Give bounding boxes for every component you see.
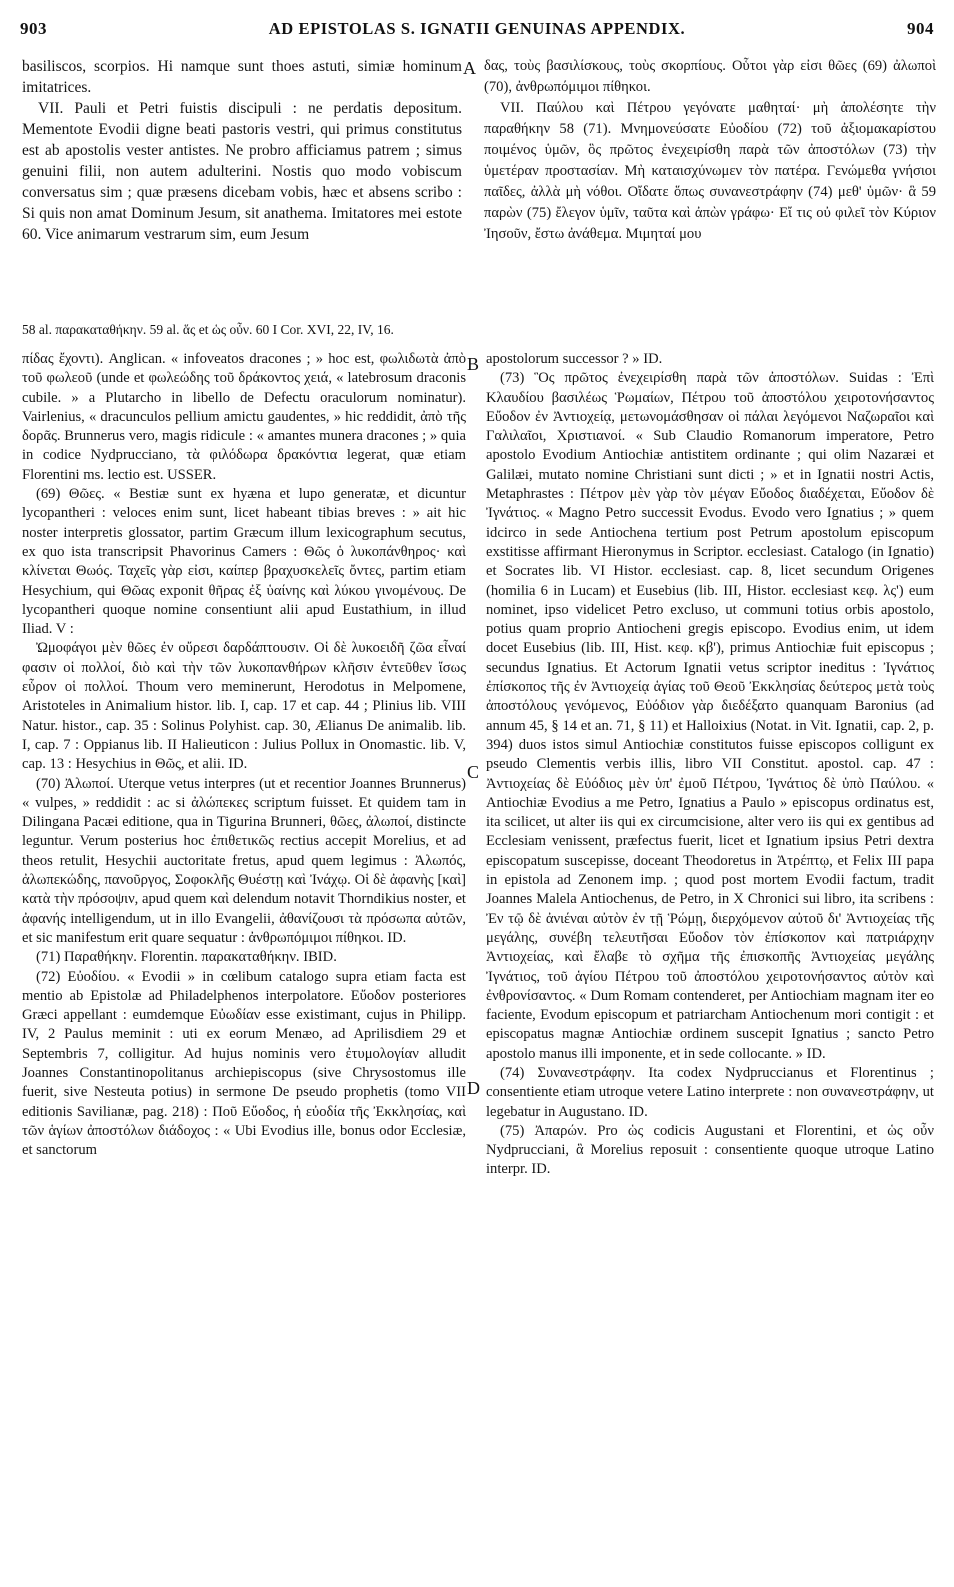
commentary-column-right — [486, 350, 934, 1576]
variant-footnotes: 58 al. παρακαταθήκην. 59 al. ἅς et ὡς οὖν. 60 I Cor. XVI, 22, IV, 16. — [22, 322, 394, 337]
margin-letter-d: D — [467, 1078, 480, 1098]
greek-text-column — [484, 56, 936, 318]
paragraph: basiliscos, scorpios. Hi namque sunt thoes astuti, simiæ hominum imitatrices. — [22, 58, 462, 96]
note-paragraph: apostolorum successor ? » ID. — [486, 351, 663, 367]
paragraph: δας, τοὺς βασιλίσκους, τοὺς σκορπίους. Οὗτοι γὰρ εἰσι θῶες (69) ἀλωποὶ (70), ἀνθρωπόμιμοι πίθηκοι. — [484, 58, 936, 95]
margin-letter-a: A — [463, 58, 476, 78]
note-paragraph: (73) Ὃς πρῶτος ἐνεχειρίσθη παρὰ τῶν ἀποστόλων. Suidas : Ἐπὶ Κλαυδίου βασιλέως Ῥωμαίων, Πέτρου τοῦ ἀποστόλου χειροτονήσαντος Εὔοδον ἐν Ἀντιοχείᾳ, μετωνομάσθησαν οἱ πάλαι λεγόμενοι Ναζωραῖοι καὶ Γαλιλαῖοι, Χριστιανοί. « Sub Claudio Romanorum imperatore, Petro apostolo Evodium Antiochiæ antistitem ordinante ; qui olim Nazaræi et Galilæi, mutato nomine Christiani sunt dicti ; » et in Ignatii nostri Actis, Metaphrastes : Πέτρον μὲν γὰρ τὸν μέγαν Εὔοδος διαδέχεται, Εὔοδον δὲ Ἰγνάτιος. « Magno Petro successit Evodus. Evodo vero Ignatius ; » quem idcirco in sede Antiochena tertium post Petrum apostolum episcopum exstitisse affirmant Hieronymus in Scriptor. ecclesiast. Catalogo (in Ignatio) et Socrates lib. VI Histor. ecclesiast. cap. 8, licet secundum Origenes (homilia 6 in Lucam) et Eusebius (lib. III, Histor. ecclesiast κεφ. λς') eum nominet, ipso videlicet Petro excluso, ut communi totius orbis apostolo, potius quam proprio Antiocheni gregis episcopo. Evodius enim, ut idem docet Eusebius (lib. III, Hist. κεφ. κβ'), primus Antiochiæ fuit episcopus ; secundus Ignatius. Et Actorum Ignatii vetus scriptor ineditus : Ἰγνάτιος ἐπίσκοπος τῆς ἐν Ἀντιοχείᾳ ἁγίας τοῦ Θεοῦ Ἐκκλησίας δεύτερος μετὰ τοὺς ἀποστόλους γενόμενος, Εὐόδιον γὰρ διεδέξατο quanquam Baronius (ad annum 45, § 14 et an. 71, § 11) et Halloixius (Notat. in Vit. Ignatii, cap. 2, p. 394) duos istos simul Antiochiæ constitutos fuisse episcopos colligunt ex pseudo Clementis verbis illis, libro VII Constitut. apostol. cap. 47 : Ἀντιοχείας δὲ Εὐόδιος μὲν ὑπ' ἐμοῦ Πέτρου, Ἰγνάτιος δὲ ὑπὸ Παύλου. « Antiochiæ Evodius a me Petro, Ignatius a Paulo » episcopus ordinatus est, ita scilicet, ut alter iis qui ex circumcisione, alter vero iis qui ex gentibus ad Ecclesiam venissent, præfectus fuerit, licet et Ignatium ipsius Petri dextra episcopatum suscepisse, doceant Theodoretus in Ἀτρέπτῳ, et Felix III papa in epistola ad Zenonem imp. ; quod post mortem Evodii factum, tradit Joannes Malela Antiochenus, de Petro, in X Chronici sui libro, ita scribens : Ἐν τῷ δὲ ἀνιέναι αὐτὸν ἐν τῇ Ῥώμῃ, διερχόμενον αὐτοῦ δι' Ἀντιοχείας τῆς μεγάλης, συνέβη τελευτῆσαι Εὔοδον τὸν ἐπίσκοπον καὶ πατριάρχην Ἀντιοχείας, καὶ ἔλαβε τὸ σχῆμα τῆς ἐπισκοπῆς Ἀντιοχείας μεγάλης Ἰγνάτιος, τοῦ ἁγίου Πέτρου τοῦ ἀποστόλου χειροτονήσαντος αὐτὸν καὶ ἐνθρονίσαντος. « Dum Romam contenderet, per Antiochiam magnam iter eo faciente, Evodum episcopum et patriarcham Antiochenum mori contigit : et episcopatus magnæ Antiochiæ ordinem suscepit Ignatius ; sancto Petro apostolo manus illi imponente, et in sede collocante. » ID. — [486, 370, 934, 1062]
page-number-right: 904 — [907, 19, 934, 38]
margin-letter-c: C — [467, 762, 480, 782]
paragraph: VII. Παύλου καὶ Πέτρου γεγόνατε μαθηταί· μὴ ἀπολέσητε τὴν παραθήκην 58 (71). Μνημονεύσατε Εὐοδίου (72) τοῦ ἀξιομακαρίστου ποιμένος ὑμῶν, ὃς πρῶτος ἐνεχειρίσθη παρὰ τῶν ἀποστόλων (73) τὴν ὑμετέραν προστασίαν. Μὴ καταισχύνωμεν τὸν πατέρα. Γενώμεθα γνήσιοι παῖδες, ἀλλὰ μὴ νόθοι. Οἴδατε ὅπως συνανεστράφην (74) μεθ' ὑμῶν· ἃ 59 παρὼν (75) ἔλεγον ὑμῖν, ταῦτα καὶ ἀπὼν γράφω· Εἴ τις οὐ φιλεῖ τὸν Κύριον Ἰησοῦν, ἔστω ἀνάθεμα. Μιμηταί μου — [484, 100, 936, 242]
paragraph: VII. Pauli et Petri fuistis discipuli : ne perdatis depositum. Mementote Evodii digne beati pastoris vestri, qui primus constitutus est ab apostolis vester antistes. Ne probro afficiamus patrem ; simus genuini filii, non autem adulterini. Nostis quo modo vobiscum conversatus sim ; quæ præsens dicebam vobis, hæc et absens scribo : Si quis non amat Dominum Jesum, sit anathema. Imitatores mei estote 60. Vice animarum vestrarum sim, eum Jesum — [22, 100, 462, 243]
note-paragraph: πίδας ἔχοντι). Anglican. « infoveatos dracones ; » hoc est, φωλιδωτὰ ἀπὸ τοῦ φωλεοῦ (unde et φωλεώδης τοῦ δράκοντος χειά, « latebrosum draconis cubile. » a Plutarcho in libello de Defectu oraculorum nominatur). Vairlenius, « dracunculos pellium amictu gaudentes, » hic reddidit, ἀπὸ τῆς δορᾶς. Brunnerus vero, magis ridicule : « amantes munera dracones ; » quia in codice Nydprucciano, τὰ φιλόδωρα δρακόντια legerat, quæ etiam Florentini ms. lectio est. USSER. — [22, 351, 466, 483]
running-header — [20, 14, 934, 44]
note-paragraph: (72) Εὐοδίου. « Evodii » in cœlibum catalogo supra etiam facta est mentio ab Epistolæ ad Philadelphenos interpolatore. Εὔοδον posteriores Græci appellant : eumdemque Εὐωδίαν esse existimant, cujus in Philipp. IV, 2 Paulus meminit : uti ex eorum Menæo, ad Aprilisdiem 29 et Septembris 7, colligitur. Ad hujus nominis vero ἐτυμολογίαν alludit Joannes Constantinopolitanus archiepiscopus (sive Chrysostomus ille fuerit, sive Nesteuta potius) in sermone De pseudo prophetis (tomo VII editionis Savilianæ, pag. 218) : Ποῦ Εὔοδος, ἡ εὐοδία τῆς Ἐκκλησίας, καὶ τῶν ἁγίων ἀποστόλων διάδοχος : « Ubi Evodius ille, bonus odor Ecclesiæ, et sanctorum — [22, 968, 466, 1159]
note-paragraph: (70) Ἀλωποί. Uterque vetus interpres (ut et recentior Joannes Brunnerus) « vulpes, » reddidit : ac si ἀλώπεκες scriptum fuisset. Et quidem tam in Dilingana Pacæi editione, qua in Tigurina Brunneri, θῶες, ἀλωποί, distincte leguntur. Verum posterius hoc ἐπιθετικῶς rectius accepit Morelius, et ad theos retulit, Hesychii auctoritate fretus, apud quem legimus : Ἀλωπός, ἀλωπεκώδης, πανοῦργος, Σοφοκλῆς Θυέστῃ καὶ Ἰνάχῳ. Οἱ δὲ ἀφανὴς [καὶ] κατὰ τὴν πρόσοψιν, apud quem καὶ delendum notavit Thorndikius noster, et ἀφανής intelligendum, ut in illo Evangelii, ἀθανίζουσι τὰ πρόσωπα αὐτῶν, et sic manifestum erit quare sequatur : ἀνθρωπόμιμοι πίθηκοι. ID. — [22, 775, 466, 946]
note-paragraph: Ὠμοφάγοι μὲν θῶες ἐν οὔρεσι δαρδάπτουσιν. Οἱ δὲ λυκοειδῆ ζῶα εἶναί φασιν οἱ πολλοί, διὸ καὶ τὴν τῶν λυκοπανθήρων κλῆσιν ἐντεῦθεν ἴσως εὗρον οἱ πολλοί. Thoum vero meminerunt, Herodotus in Melpomene, Aristoteles in Animalium histor. lib. I, cap. 17 et cap. 44 ; Plinius lib. VIII Natur. histor., cap. 35 : Solinus Polyhist. cap. 30, Ælianus De animalib. lib. I, cap. 7 : Oppianus lib. II Halieuticon : Julius Pollux in Onomastic. lib. V, cap. 13 : Hesychius in Θῶς, et alii. ID. — [22, 640, 466, 773]
running-title: AD EPISTOLAS S. IGNATII GENUINAS APPENDIX. — [268, 19, 686, 38]
note-paragraph: (75) Ἀπαρών. Pro ὡς codicis Augustani et Florentini, et ὡς οὖν Nydprucciani, ἃ Morelius reposuit : consentiente quoque utroque Latino interpr. ID. — [486, 1122, 934, 1178]
note-paragraph: (74) Συνανεστράφην. Ita codex Nydpruccianus et Florentinus ; consentiente etiam utroque vetere Latino interprete : non συνανεστράφην, ut legebatur in Augustano. ID. — [486, 1064, 934, 1120]
note-paragraph: (69) Θῶες. « Bestiæ sunt ex hyæna et lupo generatæ, et dicuntur lycopantheri : veloces enim sunt, licet habeant tibias breves : » ait hic noster interpretis glossator, partim Græcum illum lexicographum secutus, ex quo ista transcripsit Phavorinus Camers : Θῶς ὁ λυκοπάνθηρος· καὶ κλίνεται Θωός. Ταχεῖς γὰρ εἰσι, καίπερ βραχυσκελεῖς ὄντες, partim etiam Hesychium, qui Θῶας exponit θῆρας ἐξ ὑαίνης καὶ λύκου γινομένους. De lycopantheri quoque nomine consentiunt alii apud Eustathium, in illud Iliad. V : — [22, 486, 466, 638]
commentary-column-left — [22, 350, 466, 1576]
latin-text-column — [22, 56, 462, 318]
margin-letter-b: B — [467, 354, 480, 374]
page-number-left: 903 — [20, 19, 47, 38]
note-paragraph: (71) Παραθήκην. Florentin. παρακαταθήκην. IBID. — [36, 949, 337, 966]
